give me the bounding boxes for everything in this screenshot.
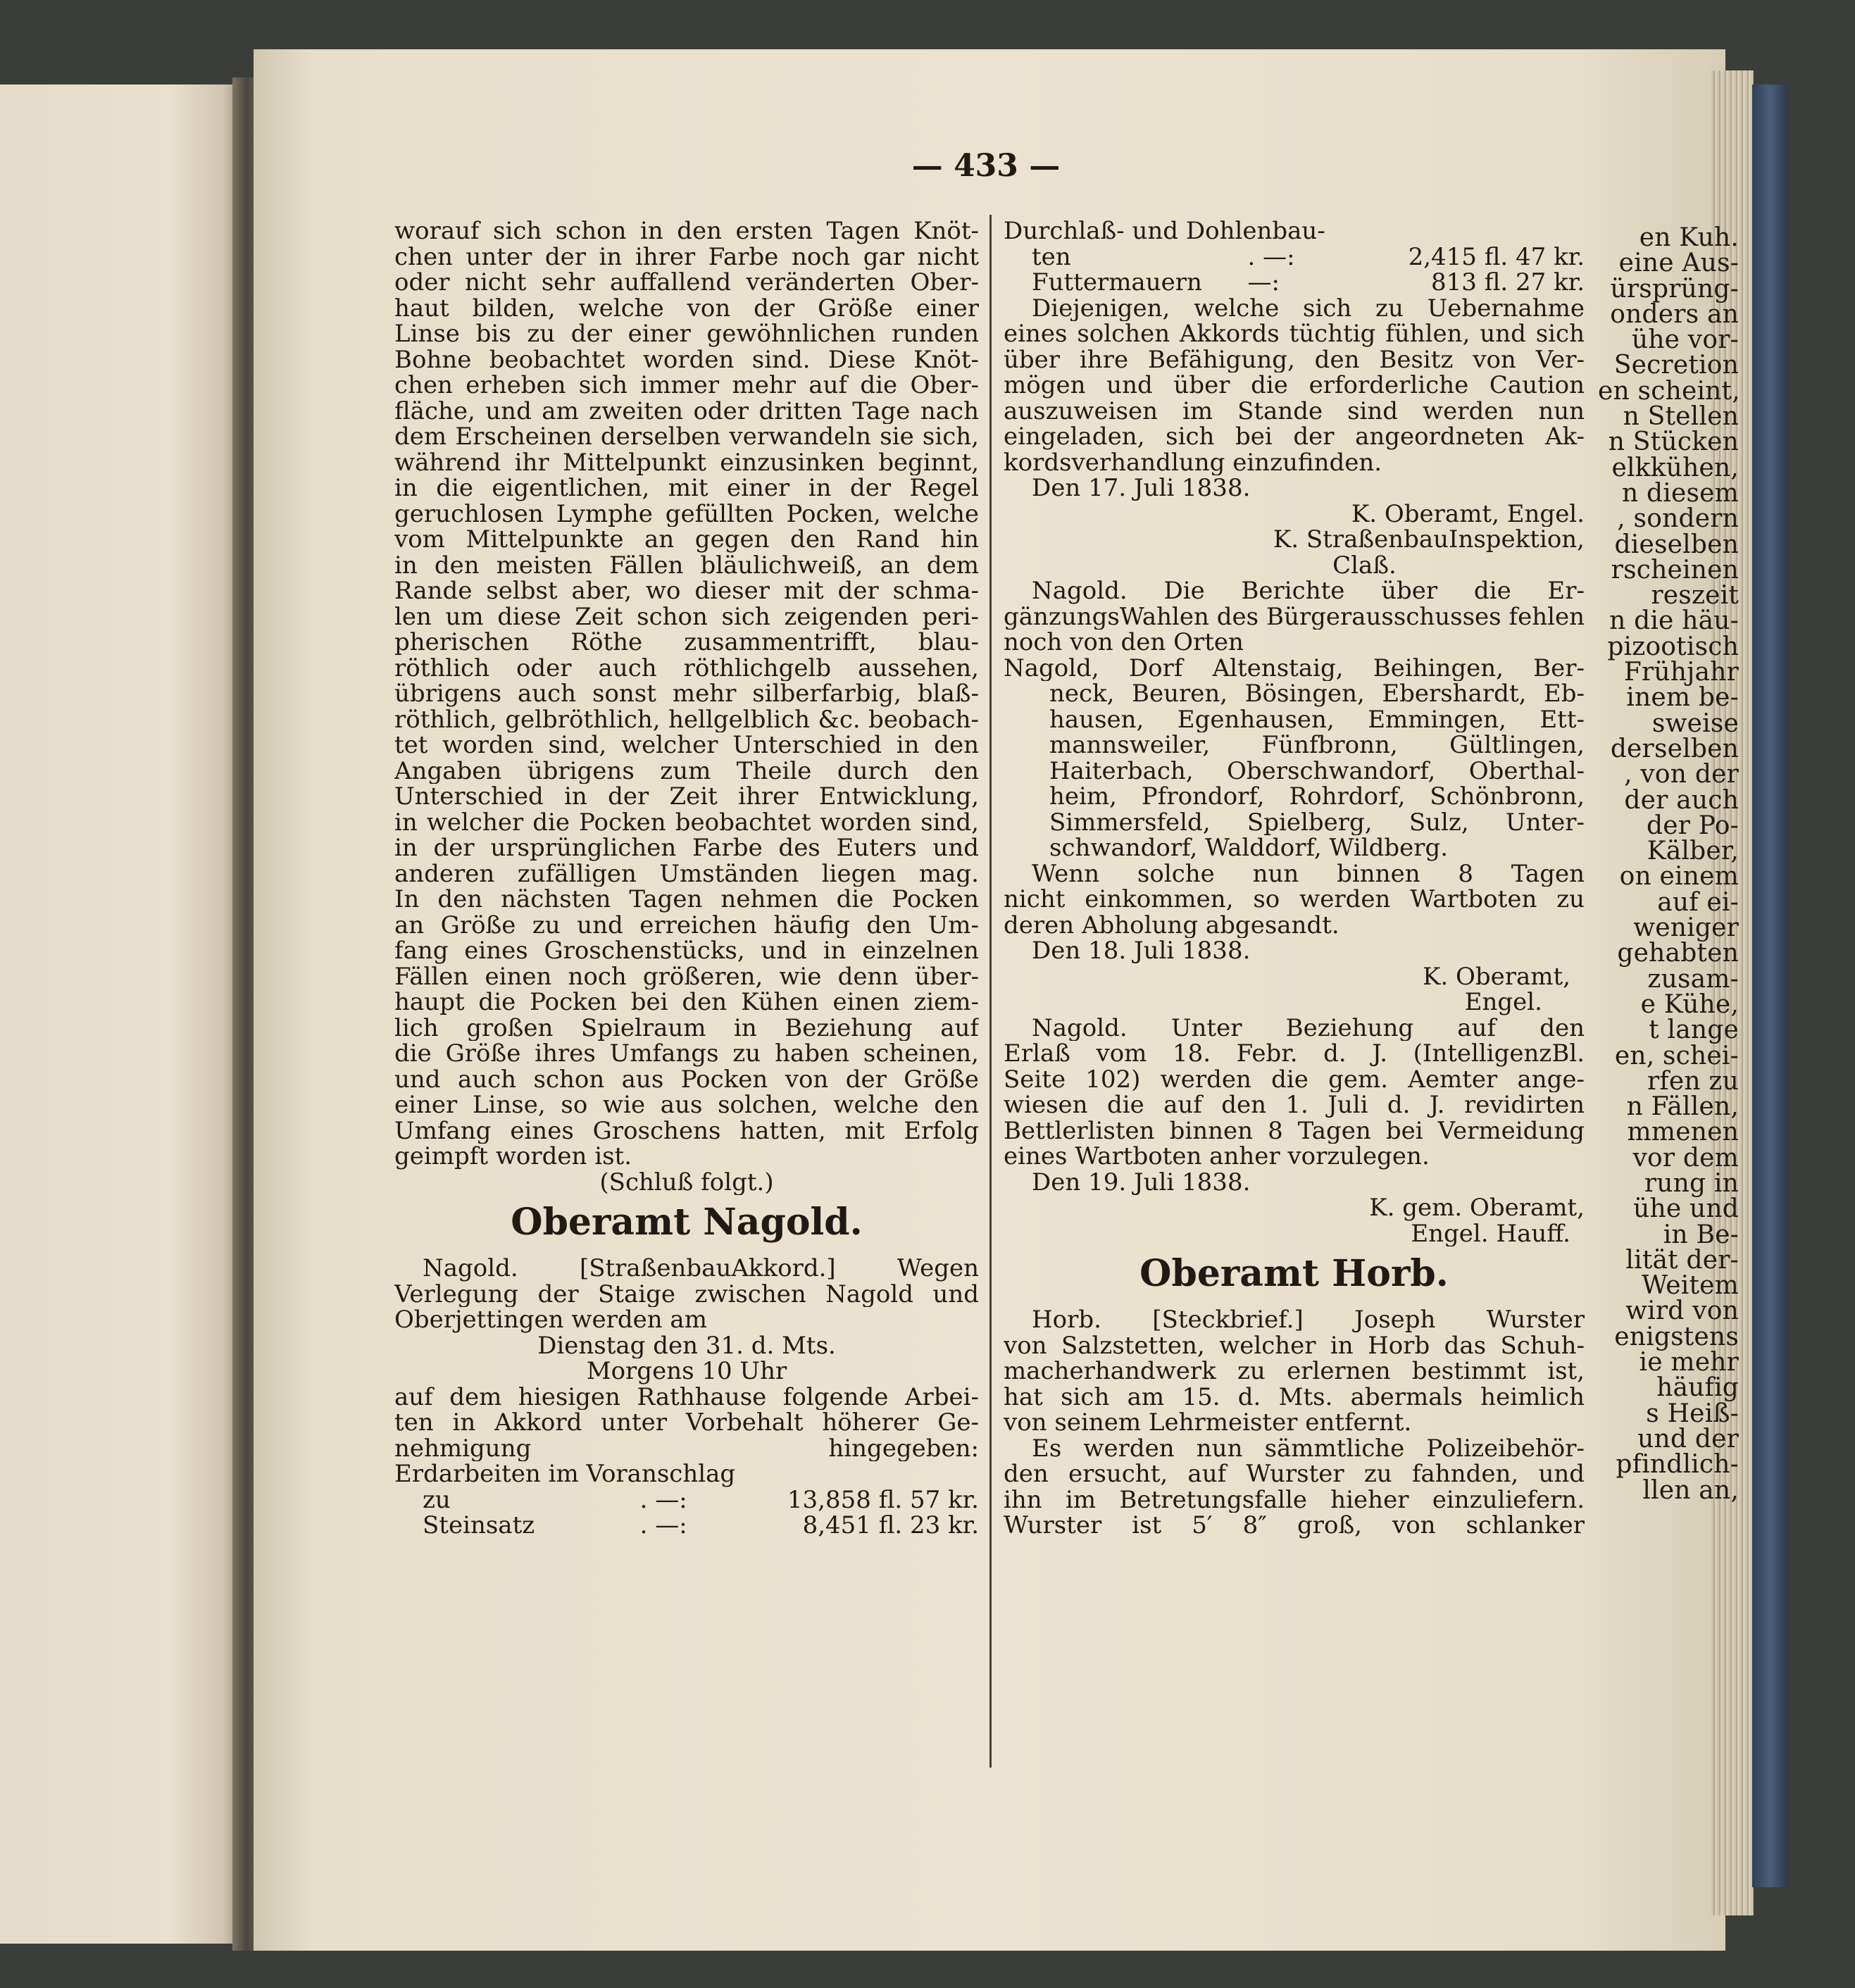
fragment-line: dieselben — [1614, 530, 1739, 559]
notice-line: ten in Akkord unter Vorbehalt höherer Ge- — [394, 1410, 979, 1436]
date-19-juli: Den 19. Juli 1838. — [1032, 1169, 1251, 1195]
invitation-line: kordsverhandlung einzufinden. — [1004, 449, 1382, 475]
bettler-line: Nagold. Unter Beziehung auf den — [1032, 1015, 1585, 1041]
article-line: pherischen Röthe zusammentrifft, blau- — [394, 630, 979, 656]
article-line: len um diese Zeit schon sich zeigenden peri- — [394, 604, 979, 630]
fragment-line: n die häu- — [1609, 606, 1739, 636]
notice-continuation — [394, 1384, 979, 1487]
cost-row — [394, 1487, 979, 1513]
bettler-line: Bettlerlisten binnen 8 Tagen bei Vermeidung — [1004, 1118, 1585, 1144]
article-line: während ihr Mittelpunkt einzusinken beginnt, — [394, 449, 979, 475]
places-list — [1004, 656, 1585, 861]
cost-amount: 8,451 fl. 23 kr. — [802, 1511, 979, 1539]
article-line: Fällen einen noch größeren, wie denn über- — [394, 963, 979, 989]
article-line: Linse bis zu der einer gewöhnlichen runden — [394, 321, 979, 347]
article-line: lich großen Spielraum in Beziehung auf — [394, 1015, 979, 1041]
fragment-line: ühe und — [1633, 1194, 1739, 1224]
fragment-line: Weitem — [1642, 1271, 1739, 1301]
article-line: vom Mittelpunkte an gegen den Rand hin — [394, 527, 979, 553]
fragment-line: der auch — [1624, 785, 1739, 815]
wahlen-line: noch von den Orten — [1004, 630, 1244, 656]
middle-column — [394, 218, 979, 1539]
fragment-line: rfen zu — [1647, 1066, 1739, 1096]
fragment-line: lität der- — [1625, 1245, 1739, 1275]
section-heading-nagold: Oberamt Nagold. — [511, 1201, 863, 1244]
invitation-line: über ihre Befähigung, den Besitz von Ver- — [1004, 346, 1585, 373]
cost-amount: 13,858 fl. 57 kr. — [787, 1485, 979, 1514]
steckbrief-line: hat sich am 15. d. Mts. abermals heimlich — [1004, 1384, 1585, 1410]
fragment-line: weniger — [1633, 913, 1739, 943]
invitation-paragraph — [1004, 296, 1585, 476]
notice-strassenbau — [394, 1256, 979, 1333]
fragment-line: e Kühe, — [1640, 989, 1739, 1019]
signature-gem-oberamt: K. gem. Oberamt, — [1369, 1195, 1585, 1221]
column-rule — [989, 215, 992, 1768]
fragment-line: , sondern — [1617, 504, 1739, 534]
fragment-line: n Stücken — [1608, 427, 1739, 457]
fragment-line: llen an, — [1642, 1475, 1739, 1505]
cost-separator: . —: — [1247, 242, 1295, 271]
steckbrief-paragraph — [1004, 1307, 1585, 1436]
cost-list — [394, 1487, 979, 1539]
wahlen-paragraph — [1004, 578, 1585, 656]
fragment-line: Kälber, — [1647, 837, 1739, 866]
article-line: fang eines Groschenstücks, und in einzelnen — [394, 938, 979, 964]
fragment-line: elkkühen, — [1611, 453, 1739, 482]
article-line: Rande selbst aber, wo dieser mit der schma- — [394, 578, 979, 604]
fragment-line: häufig — [1656, 1373, 1739, 1403]
notice-line: Verlegung der Staige zwischen Nagold und — [394, 1281, 979, 1307]
invitation-line: mögen und über die erforderliche Caution — [1004, 373, 1585, 399]
fragment-line: Secretion — [1613, 351, 1739, 380]
article-line: geruchlosen Lymphe gefüllten Pocken, welche — [394, 501, 979, 527]
book-cover-edge — [1752, 85, 1787, 1887]
fragment-line: en Kuh. — [1639, 223, 1739, 252]
fragment-line: auf ei- — [1657, 887, 1739, 917]
article-line: die Größe ihres Umfangs zu haben scheinen, — [394, 1041, 979, 1067]
signature-inspektion: K. StraßenbauInspektion, — [1273, 527, 1585, 553]
article-line: oder nicht sehr auffallend veränderten Ober- — [394, 270, 979, 296]
fragment-line: eine Aus- — [1618, 249, 1739, 278]
bettler-line: Erlaß vom 18. Febr. d. J. (IntelligenzBl. — [1004, 1041, 1585, 1067]
date-17-juli: Den 17. Juli 1838. — [1032, 475, 1251, 501]
signature-class: Claß. — [1332, 552, 1397, 578]
invitation-line: Diejenigen, welche sich zu Uebernahme — [1032, 295, 1585, 321]
fragment-line: mmenen — [1627, 1118, 1739, 1147]
article-line: anderen zufälligen Umständen liegen mag. — [394, 861, 979, 887]
fragment-line: Frühjahr — [1623, 658, 1739, 687]
article-line: haupt die Pocken bei den Kühen einen ziem- — [394, 989, 979, 1015]
article-continuation — [394, 218, 979, 1170]
fragment-line: ühe vor- — [1631, 325, 1739, 355]
article-line: einer Linse, so wie aus solchen, welche den — [394, 1092, 979, 1118]
left-page — [0, 85, 243, 1944]
conclusion-note: (Schluß folgt.) — [599, 1169, 774, 1195]
article-line: röthlich oder auch röthlichgelb aussehen, — [394, 655, 979, 681]
fragment-line: und der — [1637, 1424, 1739, 1454]
costs-head: Durchlaß- und Dohlenbau- — [1004, 218, 1325, 244]
steckbrief-line: macherhandwerk zu erlernen bestimmt ist, — [1004, 1358, 1585, 1384]
polizei-line: Wurster ist 5′ 8″ groß, von schlanker — [1004, 1513, 1585, 1539]
signature-oberamt-2: K. Oberamt, — [1422, 963, 1570, 989]
wartboten-line: Wenn solche nun binnen 8 Tagen — [1032, 861, 1585, 887]
steckbrief-line: Horb. [Steckbrief.] Joseph Wurster — [1032, 1307, 1585, 1333]
notice-line: nehmigung hingegeben: — [394, 1435, 979, 1461]
bettler-line: wiesen die auf den 1. Juli d. J. revidirten — [1004, 1092, 1585, 1118]
notice-line: Nagold. [StraßenbauAkkord.] Wegen — [423, 1256, 979, 1282]
article-line: in der ursprünglichen Farbe des Euters und — [394, 835, 979, 861]
fragment-line: n diesem — [1621, 478, 1739, 508]
fragment-line: onders an — [1610, 299, 1739, 329]
bettlerlisten-paragraph — [1004, 1015, 1585, 1170]
fragment-line: inem be- — [1626, 683, 1739, 713]
date-18-juli: Den 18. Juli 1838. — [1032, 938, 1251, 964]
article-line: in den meisten Fällen bläulichweiß, an dem — [394, 552, 979, 578]
article-line: worauf sich schon in den ersten Tagen Knöt- — [394, 218, 979, 244]
fragment-line: pizootisch — [1607, 632, 1739, 661]
cost-separator: . —: — [639, 1511, 687, 1539]
article-line: Umfang eines Groschens hatten, mit Erfolg — [394, 1118, 979, 1144]
cost-label: ten — [1032, 242, 1071, 271]
cost-amount: 2,415 fl. 47 kr. — [1408, 242, 1585, 271]
page-number: — 433 — — [911, 148, 1061, 184]
wartboten-line: deren Abholung abgesandt. — [1004, 912, 1339, 938]
fragment-line: zusam- — [1647, 964, 1739, 994]
fragment-line: n Stellen — [1623, 402, 1739, 432]
polizei-line: Es werden nun sämmtliche Polizeibehör- — [1032, 1435, 1585, 1461]
article-line: geimpft worden ist. — [394, 1144, 632, 1170]
fragment-line: t lange — [1649, 1015, 1739, 1045]
article-line: übrigens auch sonst mehr silberfarbig, blaß- — [394, 681, 979, 707]
cost-row — [1004, 270, 1585, 296]
place-line: hausen, Egenhausen, Emmingen, Ett- — [1049, 706, 1585, 732]
polizei-line: ihn im Betretungsfalle hieher einzuliefern. — [1004, 1487, 1585, 1513]
fragment-line: n Fällen, — [1626, 1092, 1739, 1122]
article-line: fläche, und am zweiten oder dritten Tage nach — [394, 398, 979, 424]
fragment-line: wird von — [1625, 1296, 1739, 1326]
section-heading-horb: Oberamt Horb. — [1139, 1252, 1449, 1295]
fragment-line: enigstens — [1614, 1322, 1739, 1351]
bettler-line: Seite 102) werden die gem. Aemter ange- — [1004, 1066, 1585, 1092]
fragment-line: en, schei- — [1614, 1041, 1739, 1070]
polizei-paragraph — [1004, 1436, 1585, 1539]
fragment-line: ürsprüng- — [1610, 274, 1739, 304]
invitation-line: eingeladen, sich bei der angeordneten Ak- — [1004, 424, 1585, 450]
article-line: an Größe zu und erreichen häufig den Um- — [394, 912, 979, 938]
fragment-line: sweise — [1651, 708, 1739, 738]
article-line: röthlich, gelbröthlich, hellgelblich &c. beobach- — [394, 706, 979, 732]
fragment-line: pfindlich- — [1616, 1450, 1739, 1480]
fragment-line: s Heiß- — [1646, 1399, 1739, 1428]
fragment-line: , von der — [1624, 760, 1739, 789]
cost-amount: 813 fl. 27 kr. — [1431, 268, 1585, 296]
article-line: In den nächsten Tagen nehmen die Pocken — [394, 887, 979, 913]
place-line: heim, Pfrondorf, Rohrdorf, Schönbronn, — [1049, 784, 1585, 810]
article-line: tet worden sind, welcher Unterschied in den — [394, 732, 979, 758]
cost-label: Steinsatz — [423, 1511, 535, 1539]
fragment-line: rung in — [1644, 1168, 1739, 1198]
fragment-line: rscheinen — [1611, 555, 1739, 584]
notice-line: Erdarbeiten im Voranschlag — [394, 1461, 736, 1487]
fragment-line: en scheint, — [1598, 376, 1740, 406]
article-line: Bohne beobachtet worden sind. Diese Knöt- — [394, 346, 979, 373]
article-line: haut bilden, welche von der Größe einer — [394, 295, 979, 321]
cost-row — [1004, 244, 1585, 270]
notice-line: Oberjettingen werden am — [394, 1307, 707, 1333]
notice-time: Morgens 10 Uhr — [586, 1358, 787, 1384]
article-line: Unterschied in der Zeit ihrer Entwicklung, — [394, 784, 979, 810]
article-line: Angaben übrigens zum Theile durch den — [394, 758, 979, 784]
signature-engel-hauff: Engel. Hauff. — [1411, 1220, 1570, 1246]
invitation-line: auszuweisen im Stande sind werden nun — [1004, 398, 1585, 424]
fragment-line: in Be- — [1663, 1220, 1739, 1249]
left-page-fragment-column — [1598, 225, 1739, 1503]
article-line: chen unter der in ihrer Farbe noch gar nicht — [394, 244, 979, 270]
article-line: in welcher die Pocken beobachtet worden sind, — [394, 809, 979, 835]
place-line: mannsweiler, Fünfbronn, Gültlingen, — [1049, 732, 1585, 758]
signature-oberamt: K. Oberamt, Engel. — [1351, 501, 1585, 527]
wartboten-paragraph — [1004, 861, 1585, 939]
wahlen-line: Nagold. Die Berichte über die Er- — [1032, 578, 1585, 604]
steckbrief-line: von seinem Lehrmeister entfernt. — [1004, 1410, 1412, 1436]
fragment-line: der Po- — [1646, 811, 1739, 840]
article-line: chen erheben sich immer mehr auf die Ober- — [394, 373, 979, 399]
place-line: schwandorf, Walddorf, Wildberg. — [1049, 835, 1449, 861]
article-line: in die eigentlichen, mit einer in der Regel — [394, 475, 979, 501]
cost-separator: —: — [1247, 268, 1280, 296]
fragment-line: on einem — [1619, 862, 1739, 892]
fragment-line: vor dem — [1632, 1143, 1739, 1173]
place-line: Nagold, Dorf Altenstaig, Beihingen, Ber- — [1004, 655, 1585, 681]
cost-list-continued — [1004, 244, 1585, 296]
invitation-line: eines solchen Akkords tüchtig fühlen, und sich — [1004, 321, 1585, 347]
notice-date: Dienstag den 31. d. Mts. — [537, 1332, 836, 1358]
place-line: neck, Beuren, Bösingen, Ebershardt, Eb- — [1049, 681, 1585, 707]
signature-engel: Engel. — [1464, 989, 1542, 1015]
fragment-line: gehabten — [1617, 939, 1739, 968]
article-line: und auch schon aus Pocken von der Größe — [394, 1066, 979, 1092]
place-line: Simmersfeld, Spielberg, Sulz, Unter- — [1049, 809, 1585, 835]
fragment-line: ie mehr — [1639, 1348, 1739, 1377]
steckbrief-line: von Salzstetten, welcher in Horb das Schuh- — [1004, 1332, 1585, 1358]
place-line: Haiterbach, Oberschwandorf, Oberthal- — [1049, 758, 1585, 784]
wartboten-line: nicht einkommen, so werden Wartboten zu — [1004, 887, 1585, 913]
bettler-line: eines Wartboten anher vorzulegen. — [1004, 1144, 1430, 1170]
cost-label: Futtermauern — [1032, 268, 1202, 296]
cost-row — [394, 1513, 979, 1539]
right-column — [1004, 218, 1585, 1539]
article-line: dem Erscheinen derselben verwandeln sie sich, — [394, 424, 979, 450]
polizei-line: den ersucht, auf Wurster zu fahnden, und — [1004, 1461, 1585, 1487]
notice-line: auf dem hiesigen Rathhause folgende Arbei- — [394, 1384, 979, 1410]
cost-label: zu — [423, 1485, 451, 1514]
wahlen-line: gänzungsWahlen des Bürgerausschusses fehlen — [1004, 604, 1585, 630]
fragment-line: reszeit — [1651, 581, 1739, 611]
fragment-line: derselben — [1610, 734, 1739, 763]
cost-separator: . —: — [639, 1485, 687, 1514]
